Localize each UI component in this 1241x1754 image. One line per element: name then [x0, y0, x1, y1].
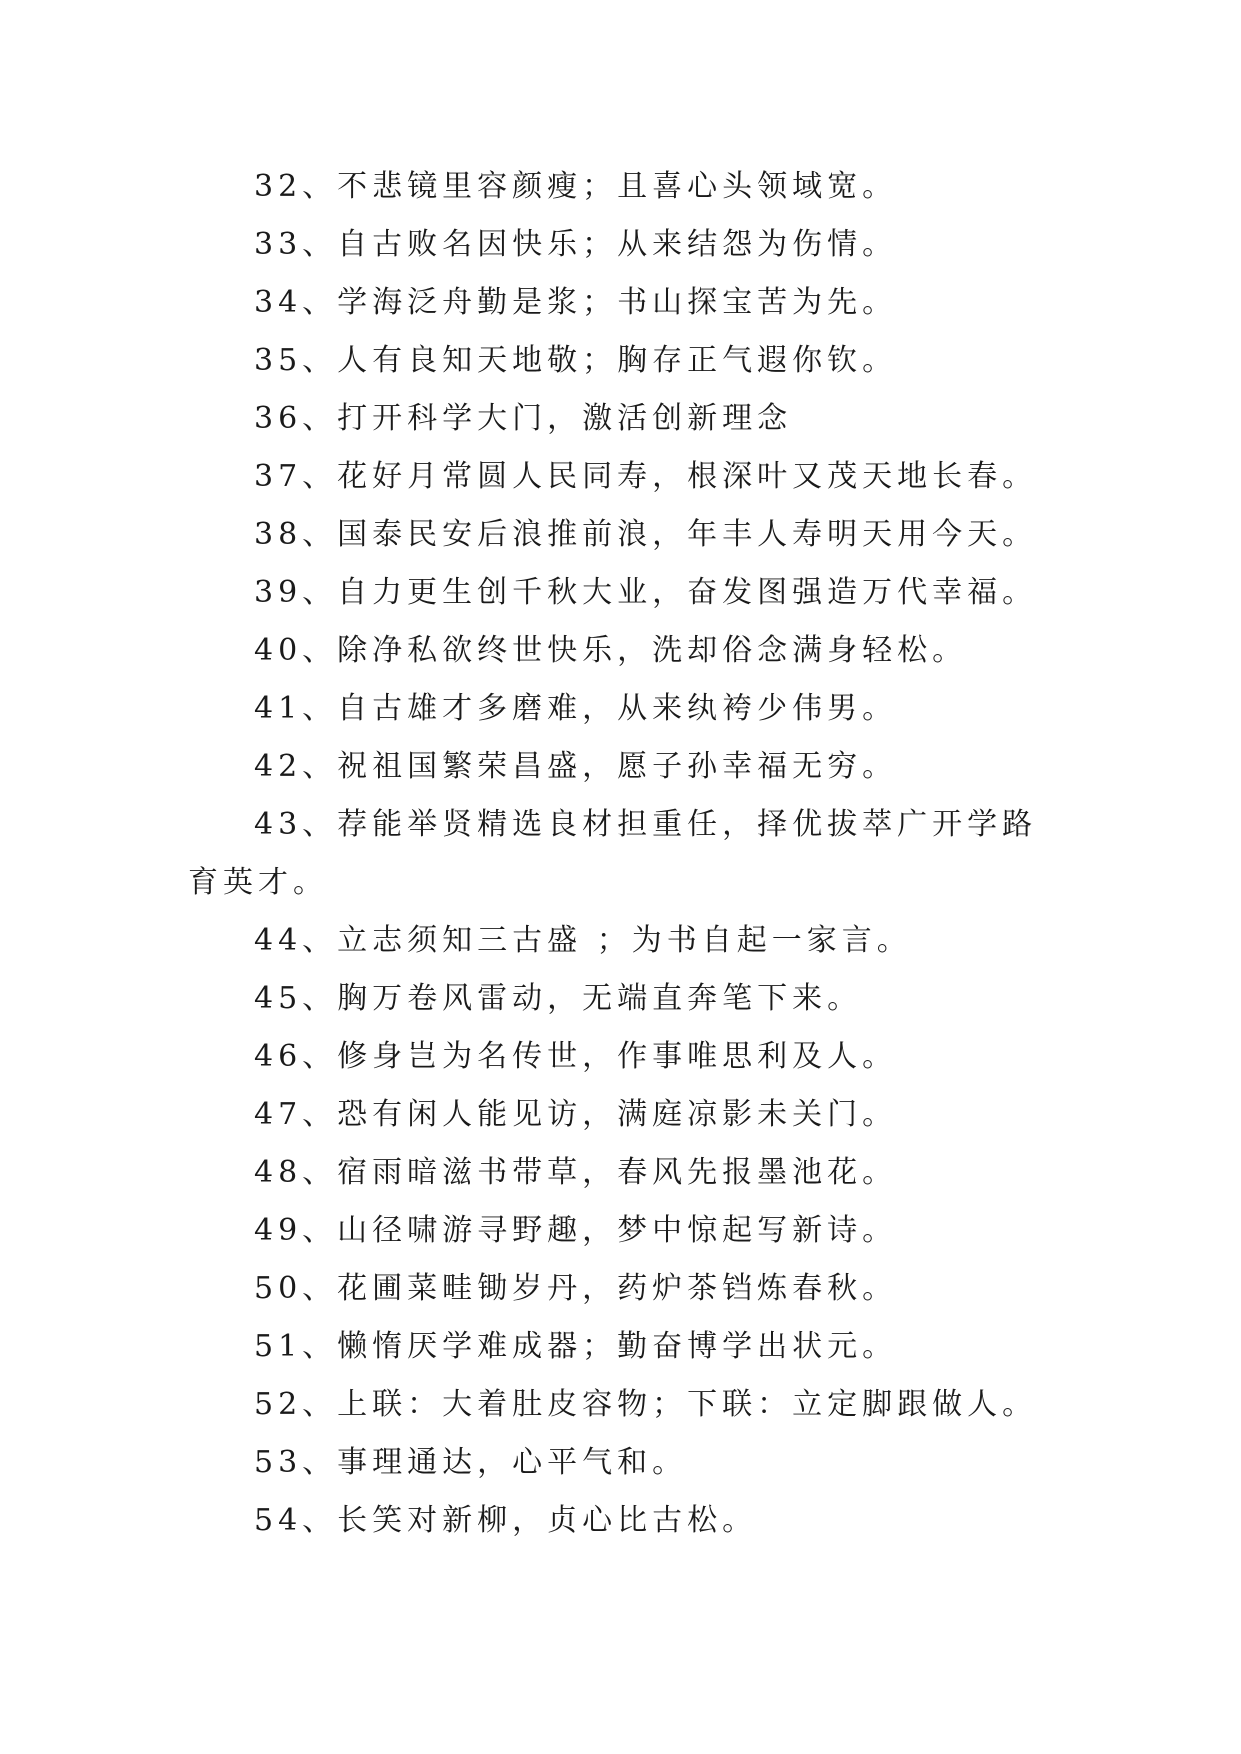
list-item: 39、自力更生创千秋大业，奋发图强造万代幸福。	[254, 575, 1038, 610]
list-item: 47、恐有闲人能见访，满庭凉影未关门。	[254, 1097, 898, 1132]
list-item: 45、胸万卷风雷动，无端直奔笔下来。	[254, 981, 863, 1016]
list-item: 36、打开科学大门，激活创新理念	[254, 401, 793, 436]
list-item: 50、花圃菜畦锄岁丹，药炉茶铛炼春秋。	[254, 1271, 898, 1306]
list-item: 41、自古雄才多磨难，从来纨袴少伟男。	[254, 691, 898, 726]
list-item: 44、立志须知三古盛 ；为书自起一家言。	[254, 923, 912, 958]
couplet-list	[188, 158, 1068, 1550]
list-item: 37、花好月常圆人民同寿，根深叶又茂天地长春。	[254, 459, 1038, 494]
list-item: 46、修身岂为名传世，作事唯思利及人。	[254, 1039, 898, 1074]
list-item: 32、不悲镜里容颜瘦；且喜心头领域宽。	[254, 169, 898, 204]
list-item: 51、懒惰厌学难成器；勤奋博学出状元。	[254, 1329, 898, 1364]
list-item: 49、山径啸游寻野趣，梦中惊起写新诗。	[254, 1213, 898, 1248]
list-item: 53、事理通达，心平气和。	[254, 1445, 688, 1480]
list-item: 33、自古败名因快乐；从来结怨为伤情。	[254, 227, 898, 262]
list-item: 38、国泰民安后浪推前浪，年丰人寿明天用今天。	[254, 517, 1038, 552]
list-item: 34、学海泛舟勤是浆；书山探宝苦为先。	[254, 285, 898, 320]
list-item: 52、上联：大着肚皮容物；下联：立定脚跟做人。	[254, 1387, 1038, 1422]
list-item: 48、宿雨暗滋书带草，春风先报墨池花。	[254, 1155, 898, 1190]
list-item: 35、人有良知天地敬；胸存正气遐你钦。	[254, 343, 898, 378]
list-item: 40、除净私欲终世快乐，洗却俗念满身轻松。	[254, 633, 968, 668]
list-item: 43、荐能举贤精选良材担重任，择优拔萃广开学路育英才。	[188, 807, 1038, 900]
list-item: 42、祝祖国繁荣昌盛，愿子孙幸福无穷。	[254, 749, 898, 784]
list-item: 54、长笑对新柳，贞心比古松。	[254, 1503, 758, 1538]
